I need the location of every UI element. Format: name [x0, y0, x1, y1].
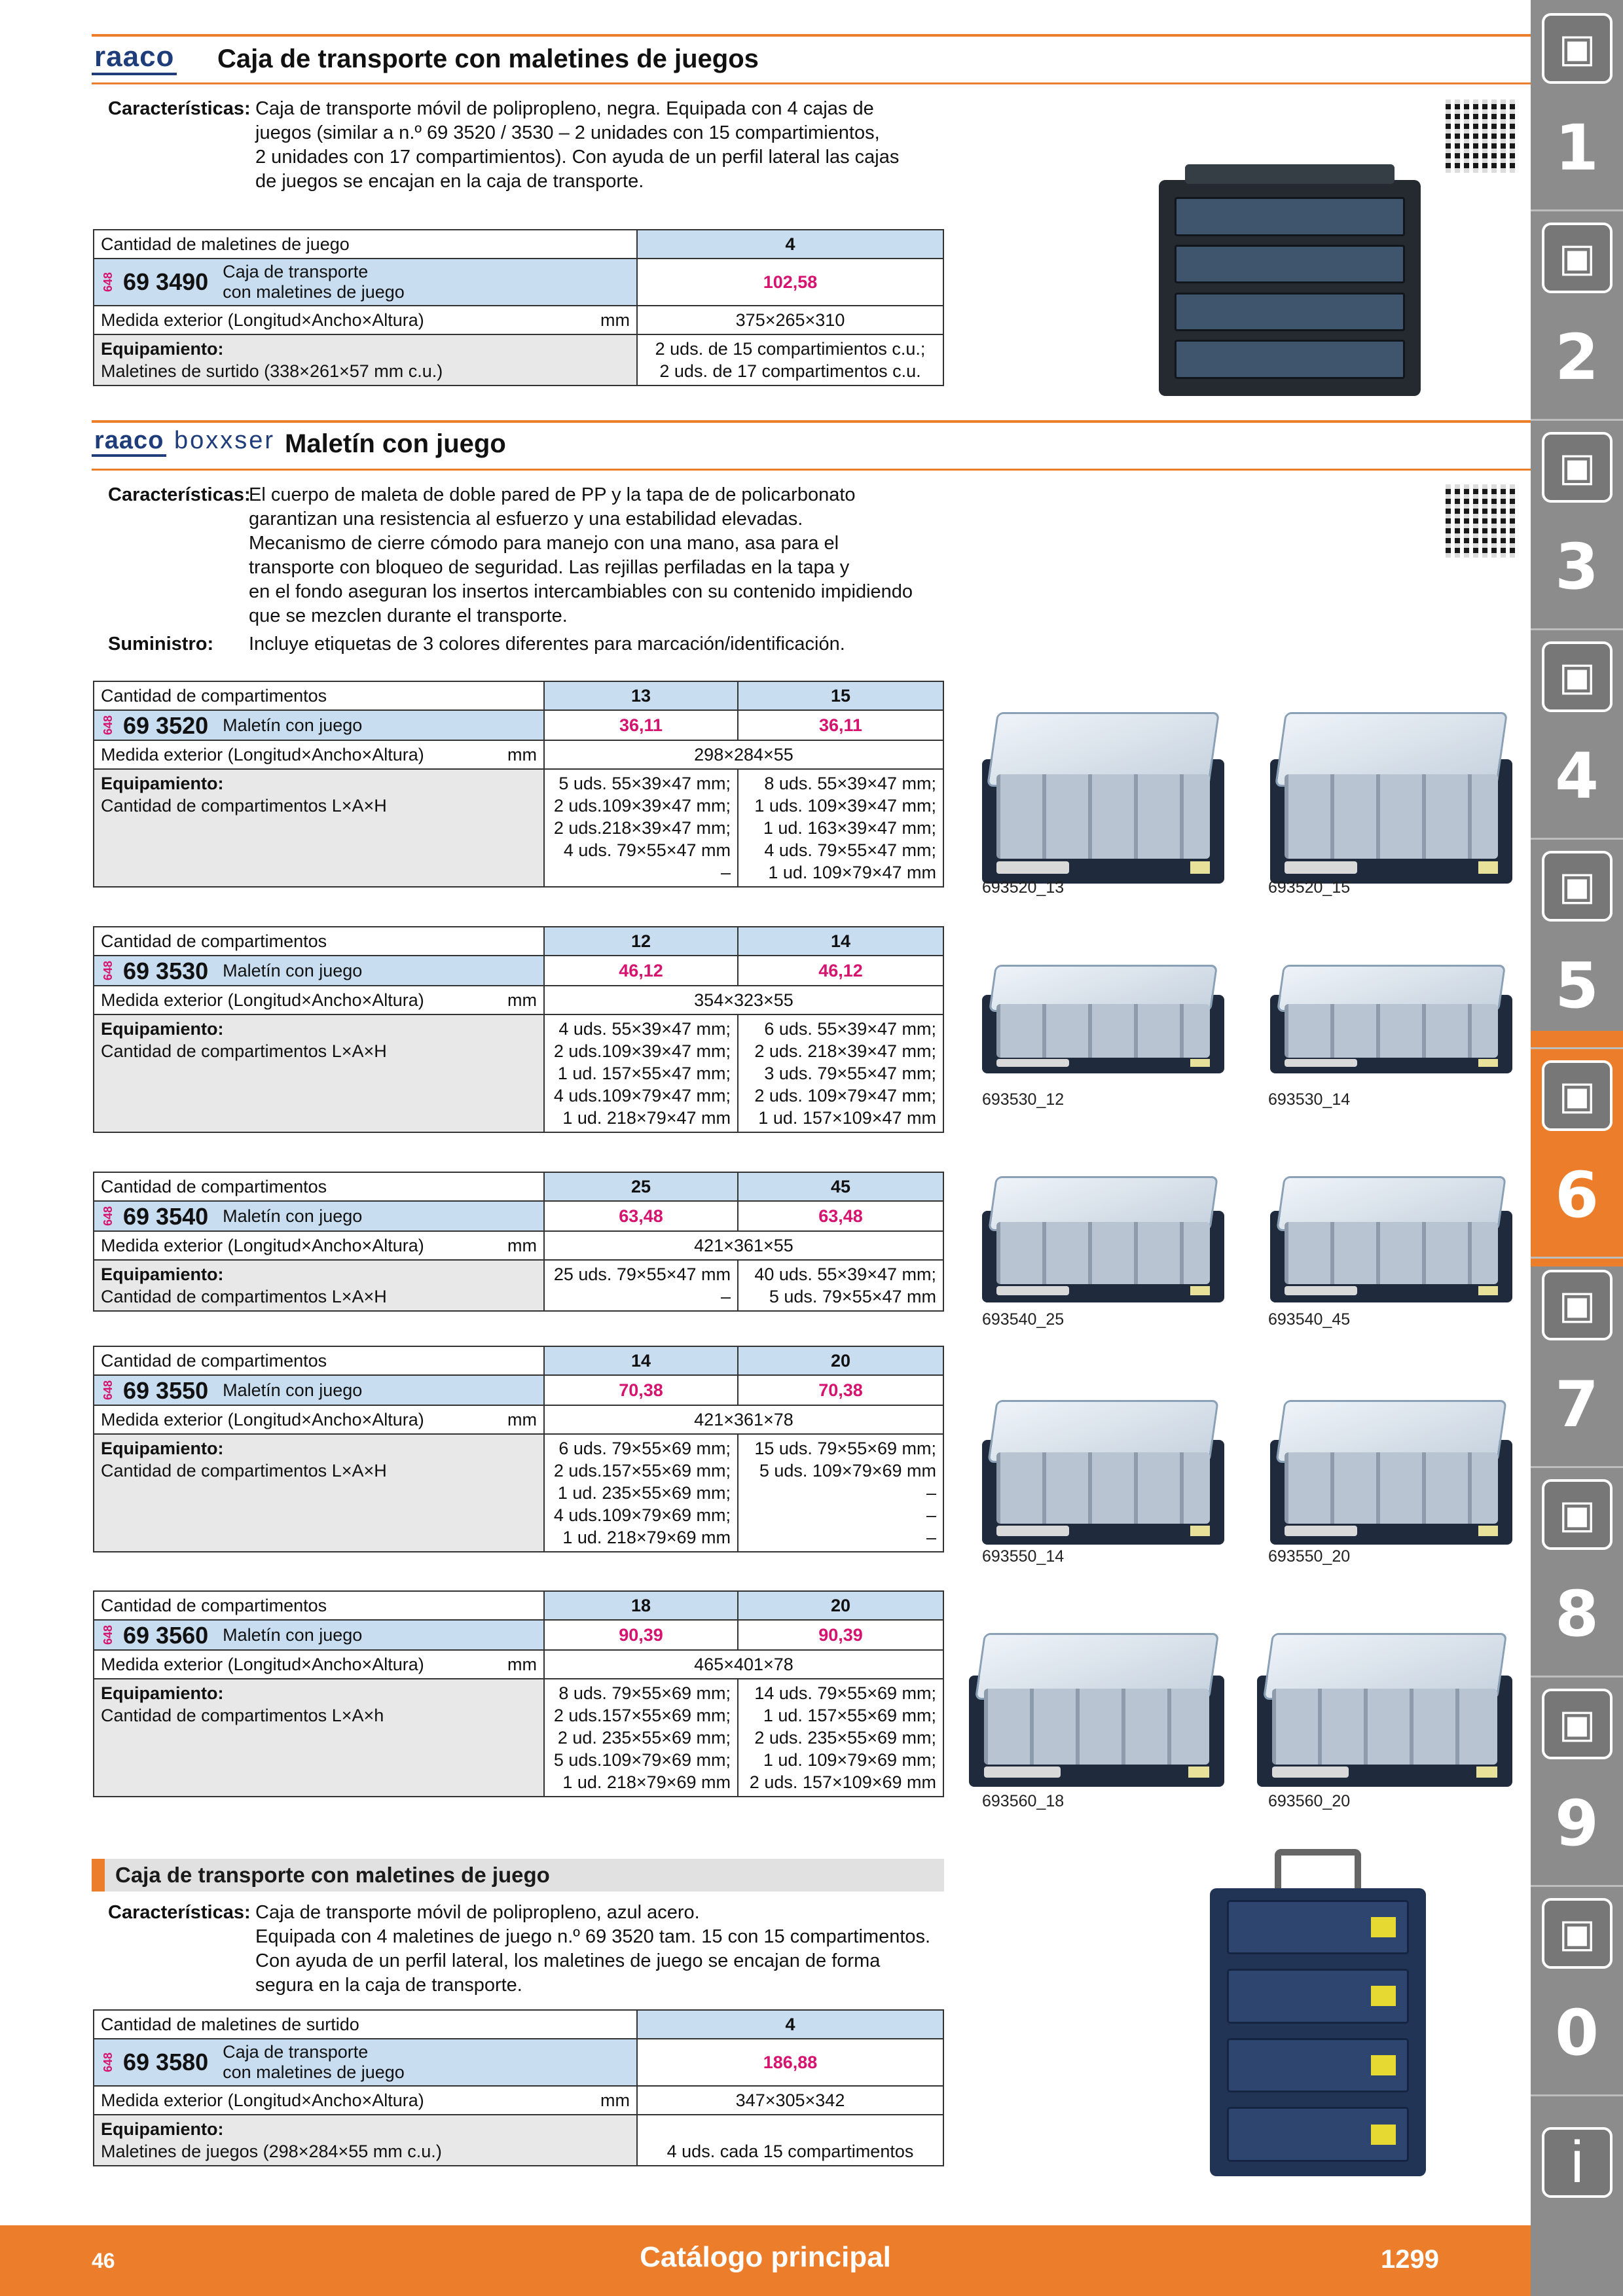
qr-code[interactable] — [1446, 484, 1519, 558]
equipment-line: 2 uds. 218×39×47 mm; — [754, 1041, 936, 1061]
equipment-line: 8 uds. 79×55×69 mm; — [558, 1683, 731, 1703]
article-number: 69 3490 — [123, 268, 209, 295]
image-caption: 693530_14 — [1268, 1090, 1351, 1109]
equipment-line: 2 uds.109×39×47 mm; — [553, 1041, 731, 1061]
article-number: 69 3560 — [123, 1621, 209, 1649]
equipment-line: 2 uds.109×39×47 mm; — [553, 795, 731, 816]
table-693530: Cantidad de compartimentos 12 14 648 69 3530 Maletín con juego 46,12 46,12 Medida exterior (Longitud×Ancho×Altura) mm 354×323×55 Equipamiento: Cantidad de compartimentos L×A×H 4 uds. 55×39×47 mm; 2 uds.109×39×47 mm; 1 ud. 157×55×47 mm; 4 uds.109×79×47 mm; 1 ud. 218×79×47 mm 6 uds. 55×39×47 mm; 2 uds. 218×39×47 mm; 3 uds. 79×55×47 mm; 2 uds. 109×79×47 mm; 1 ud. 157×109×47 mm — [93, 926, 944, 1133]
equipment-line: 1 ud. 235×55×69 mm; — [557, 1482, 731, 1503]
equipment-line: 8 uds. 55×39×47 mm; — [764, 773, 936, 793]
product-image-693520-13 — [982, 759, 1224, 884]
equipment-line: 6 uds. 79×55×69 mm; — [558, 1438, 731, 1458]
equipment-line: 2 uds.157×55×69 mm; — [553, 1705, 731, 1725]
chapter-tab-2[interactable]: 2 — [1555, 321, 1599, 394]
chapter-tab-4[interactable]: 4 — [1555, 740, 1599, 813]
chapter-tab-9[interactable]: 9 — [1555, 1787, 1599, 1860]
equipment-line: – — [926, 1482, 936, 1503]
product-image-693530-12 — [982, 995, 1224, 1073]
equipment-line: 25 uds. 79×55×47 mm — [553, 1264, 731, 1284]
equipment-line: 2 uds. 235×55×69 mm; — [754, 1727, 936, 1748]
tab-divider — [1531, 838, 1623, 840]
equipment-line: 1 ud. 157×55×69 mm; — [763, 1705, 936, 1725]
price: 46,12 — [544, 956, 738, 986]
price: 36,11 — [738, 710, 943, 740]
footer — [0, 2225, 1531, 2296]
description-1: Características: Caja de transporte móvil de polipropleno, negra. Equipada con 4 cajas de juegos (similar a n.º 69 3520 / 3530 – 2 unidades con 15 compartimientos, 2 unidades con 17 compartimientos). Con ayuda de un perfil lateral las cajas de juegos se encajan en la caja de transporte. — [108, 98, 900, 192]
chapter-tab-0[interactable]: 0 — [1555, 1996, 1599, 2070]
table-693580: Cantidad de maletines de surtido 4 648 69 3580 Caja de transporte con maletines de juego 186,88 Medida exterior (Longitud×Ancho×Altura) mm 347×305×342 Equipamiento: Maletines de juegos (298×284×55 mm c.u.) 4 uds. cada 15 compartimentos — [93, 2009, 944, 2166]
divider — [92, 420, 1531, 423]
table-header-label: Cantidad de maletines de juego — [94, 230, 637, 259]
equipment-line: 4 uds. 79×55×47 mm — [563, 840, 731, 860]
equipment-line: 5 uds.109×79×69 mm; — [553, 1749, 731, 1770]
drill-icon[interactable]: ▣ — [1542, 13, 1613, 84]
equipment-line: – — [926, 1505, 936, 1525]
page-number-right: 1299 — [1381, 2245, 1439, 2274]
info-tab[interactable]: i — [1542, 2127, 1613, 2198]
divider — [92, 469, 1531, 471]
tab-divider — [1531, 628, 1623, 630]
chapter-tab-3[interactable]: 3 — [1555, 530, 1599, 603]
measuring-icon[interactable]: ▣ — [1542, 641, 1613, 712]
tab-divider — [1531, 1676, 1623, 1677]
section-title-2: Maletín con juego — [285, 429, 506, 458]
section-title-1: Caja de transporte con maletines de juegos — [217, 45, 759, 73]
price: 63,48 — [544, 1201, 738, 1231]
equipment-line: 4 uds. 79×55×47 mm; — [764, 840, 936, 860]
product-image-693540-25 — [982, 1211, 1224, 1302]
tab-divider — [1531, 1047, 1623, 1049]
equipment-line: 5 uds. 109×79×69 mm — [759, 1460, 936, 1480]
equipment-line: 5 uds. 79×55×47 mm — [769, 1286, 936, 1306]
equipment-line: – — [926, 1527, 936, 1547]
equipment-line: 2 uds. 157×109×69 mm — [749, 1772, 936, 1792]
article-number: 69 3530 — [123, 957, 209, 984]
equipment-line: – — [720, 1286, 731, 1306]
tab-divider — [1531, 419, 1623, 421]
image-caption: 693540_25 — [982, 1310, 1065, 1329]
article-number: 69 3540 — [123, 1202, 209, 1230]
equipment-line: 2 uds. 109×79×47 mm; — [754, 1085, 936, 1105]
equipment-line: 6 uds. 55×39×47 mm; — [764, 1018, 936, 1039]
equipment-line: 14 uds. 79×55×69 mm; — [754, 1683, 936, 1703]
chapter-tab-1[interactable]: 1 — [1555, 111, 1599, 185]
price: 102,58 — [637, 259, 943, 306]
chapter-tab-5[interactable]: 5 — [1555, 949, 1599, 1022]
price: 70,38 — [738, 1375, 943, 1405]
equipment-line: 1 ud. 109×79×47 mm — [768, 862, 936, 882]
image-caption: 693520_13 — [982, 878, 1065, 897]
price: 90,39 — [544, 1620, 738, 1650]
tab-divider — [1531, 1885, 1623, 1887]
divider — [92, 82, 1531, 84]
table-693520: Cantidad de compartimentos 13 15 648 69 3520 Maletín con juego 36,11 36,11 Medida exterior (Longitud×Ancho×Altura) mm 298×284×55 Equipamiento: Cantidad de compartimentos L×A×H 5 uds. 55×39×47 mm; 2 uds.109×39×47 mm; 2 uds.218×39×47 mm; 4 uds. 79×55×47 mm – 8 uds. 55×39×47 mm; 1 uds. 109×39×47 mm; 1 ud. 163×39×47 mm; 4 uds. 79×55×47 mm; 1 ud. 109×79×47 mm — [93, 681, 944, 888]
product-image-693580 — [1210, 1888, 1426, 2176]
tool-cabinet-icon[interactable]: ▣ — [1542, 1479, 1613, 1550]
price: 46,12 — [738, 956, 943, 986]
page-number-left: 46 — [92, 2249, 115, 2272]
product-image-693490 — [1159, 180, 1421, 396]
image-caption: 693560_18 — [982, 1792, 1065, 1810]
equipment-line: 2 ud. 235×55×69 mm; — [557, 1727, 731, 1748]
equipment-line: 1 ud. 218×79×69 mm — [562, 1527, 731, 1547]
equipment-line: 2 uds.157×55×69 mm; — [553, 1460, 731, 1480]
table-693550: Cantidad de compartimentos 14 20 648 69 3550 Maletín con juego 70,38 70,38 Medida exterior (Longitud×Ancho×Altura) mm 421×361×78 Equipamiento: Cantidad de compartimentos L×A×H 6 uds. 79×55×69 mm; 2 uds.157×55×69 mm; 1 ud. 235×55×69 mm; 4 uds.109×79×69 mm; 1 ud. 218×79×69 mm 15 uds. 79×55×69 mm; 5 uds. 109×79×69 mm – – – — [93, 1346, 944, 1552]
tab-divider — [1531, 2094, 1623, 2096]
chapter-tab-8[interactable]: 8 — [1555, 1577, 1599, 1651]
tools-icon[interactable]: ▣ — [1542, 1060, 1613, 1131]
article-number: 69 3550 — [123, 1376, 209, 1404]
workbench-icon[interactable]: ▣ — [1542, 1689, 1613, 1759]
price: 63,48 — [738, 1201, 943, 1231]
safety-gear-icon[interactable]: ▣ — [1542, 1898, 1613, 1969]
tab-divider — [1531, 1466, 1623, 1468]
price: 90,39 — [738, 1620, 943, 1650]
table-693490: Cantidad de maletines de juego 4 648 69 3490 Caja de transporte con maletines de juego 102,58 Medida exterior (Longitud×Ancho×Altura) mm 375×265×310 Equipamiento: Maletines de surtido (338×261×57 mm c.u.) 2 uds. de 15 compartimientos c.u.; 2 uds. de 17 compartimentos c.u. — [93, 229, 944, 386]
pliers-icon[interactable]: ▣ — [1542, 1270, 1613, 1340]
saw-icon[interactable]: ▣ — [1542, 223, 1613, 293]
price: 70,38 — [544, 1375, 738, 1405]
description-2: Características: El cuerpo de maleta de doble pared de PP y la tapa de de policarbonato garantizan una resistencia al esfuerzo y una estabilidad elevadas. Mecanismo de cierre cómodo para manejo con una mano, asa para el transporte con bloqueo de seguridad. Las rejillas perfiladas en la tapa y en el fondo aseguran los insertos intercambiables con su contenido impidiendo que se mezclen durante el transporte. Suministro: Incluye etiquetas de 3 colores diferentes para marcación/identificación. — [108, 484, 913, 655]
image-caption: 693520_15 — [1268, 878, 1351, 897]
tap-icon[interactable]: ▣ — [1542, 432, 1613, 503]
equipment-line: 4 uds.109×79×69 mm; — [553, 1505, 731, 1525]
grinding-disc-icon[interactable]: ▣ — [1542, 851, 1613, 922]
article-number: 69 3520 — [123, 711, 209, 739]
equipment-line: 2 uds.218×39×47 mm; — [553, 817, 731, 838]
tab-divider — [1531, 1257, 1623, 1259]
equipment-line: 4 uds. 55×39×47 mm; — [558, 1018, 731, 1039]
equipment-line: 40 uds. 55×39×47 mm; — [754, 1264, 936, 1284]
chapter-tab-7[interactable]: 7 — [1555, 1368, 1599, 1441]
price: 36,11 — [544, 710, 738, 740]
article-number: 69 3580 — [123, 2049, 209, 2075]
catalog-title: Catálogo principal — [640, 2241, 891, 2273]
product-image-693520-15 — [1270, 759, 1512, 884]
image-caption: 693550_14 — [982, 1547, 1065, 1566]
section-header-3: Caja de transporte con maletines de juego — [92, 1859, 944, 1892]
chapter-tab-6[interactable]: 6 — [1555, 1158, 1599, 1232]
product-image-693550-20 — [1270, 1440, 1512, 1545]
product-image-693560-18 — [969, 1676, 1224, 1787]
image-caption: 693540_45 — [1268, 1310, 1351, 1329]
equipment-line: 3 uds. 79×55×47 mm; — [764, 1063, 936, 1083]
product-image-693540-45 — [1270, 1211, 1512, 1302]
price: 186,88 — [637, 2039, 943, 2086]
image-caption: 693530_12 — [982, 1090, 1065, 1109]
equipment-line: – — [720, 862, 731, 882]
table-693540: Cantidad de compartimentos 25 45 648 69 3540 Maletín con juego 63,48 63,48 Medida exterior (Longitud×Ancho×Altura) mm 421×361×55 Equipamiento: Cantidad de compartimentos L×A×H 25 uds. 79×55×47 mm – 40 uds. 55×39×47 mm; 5 uds. 79×55×47 mm — [93, 1172, 944, 1312]
product-image-693560-20 — [1257, 1676, 1512, 1787]
equipment-line: 1 uds. 109×39×47 mm; — [754, 795, 936, 816]
table-693560: Cantidad de compartimentos 18 20 648 69 3560 Maletín con juego 90,39 90,39 Medida exterior (Longitud×Ancho×Altura) mm 465×401×78 Equipamiento: Cantidad de compartimentos L×A×h 8 uds. 79×55×69 mm; 2 uds.157×55×69 mm; 2 ud. 235×55×69 mm; 5 uds.109×79×69 mm; 1 ud. 218×79×69 mm 14 uds. 79×55×69 mm; 1 ud. 157×55×69 mm; 2 uds. 235×55×69 mm; 1 ud. 109×79×69 mm; 2 uds. 157×109×69 mm — [93, 1590, 944, 1797]
product-image-693530-14 — [1270, 995, 1512, 1073]
qr-code[interactable] — [1446, 99, 1519, 173]
equipment-line: 1 ud. 218×79×69 mm — [562, 1772, 731, 1792]
equipment-line: 1 ud. 163×39×47 mm; — [763, 817, 936, 838]
equipment-line: 15 uds. 79×55×69 mm; — [754, 1438, 936, 1458]
tab-divider — [1531, 209, 1623, 211]
image-caption: 693560_20 — [1268, 1792, 1351, 1810]
equipment-line: 1 ud. 157×109×47 mm — [758, 1107, 936, 1128]
equipment-line: 5 uds. 55×39×47 mm; — [558, 773, 731, 793]
image-caption: 693550_20 — [1268, 1547, 1351, 1566]
raaco-logo: raaco — [92, 41, 177, 73]
divider — [92, 34, 1531, 37]
product-image-693550-14 — [982, 1440, 1224, 1545]
article-cell: 648 69 3490 Caja de transporte con maletines de juego — [94, 259, 637, 306]
equipment-line: 1 ud. 157×55×47 mm; — [557, 1063, 731, 1083]
raaco-boxxser-logo: raaco boxxser — [92, 427, 275, 455]
equipment-line: 1 ud. 109×79×69 mm; — [763, 1749, 936, 1770]
description-3: Características: Caja de transporte móvil de polipropleno, azul acero. Equipada con 4 maletines de juego n.º 69 3520 tam. 15 con 15 compartimentos. Con ayuda de un perfil lateral, los maletines de juego se encajan de forma segura en la caja de transporte. — [108, 1902, 931, 1996]
equipment-line: 1 ud. 218×79×47 mm — [562, 1107, 731, 1128]
equipment-line: 4 uds.109×79×47 mm; — [553, 1085, 731, 1105]
